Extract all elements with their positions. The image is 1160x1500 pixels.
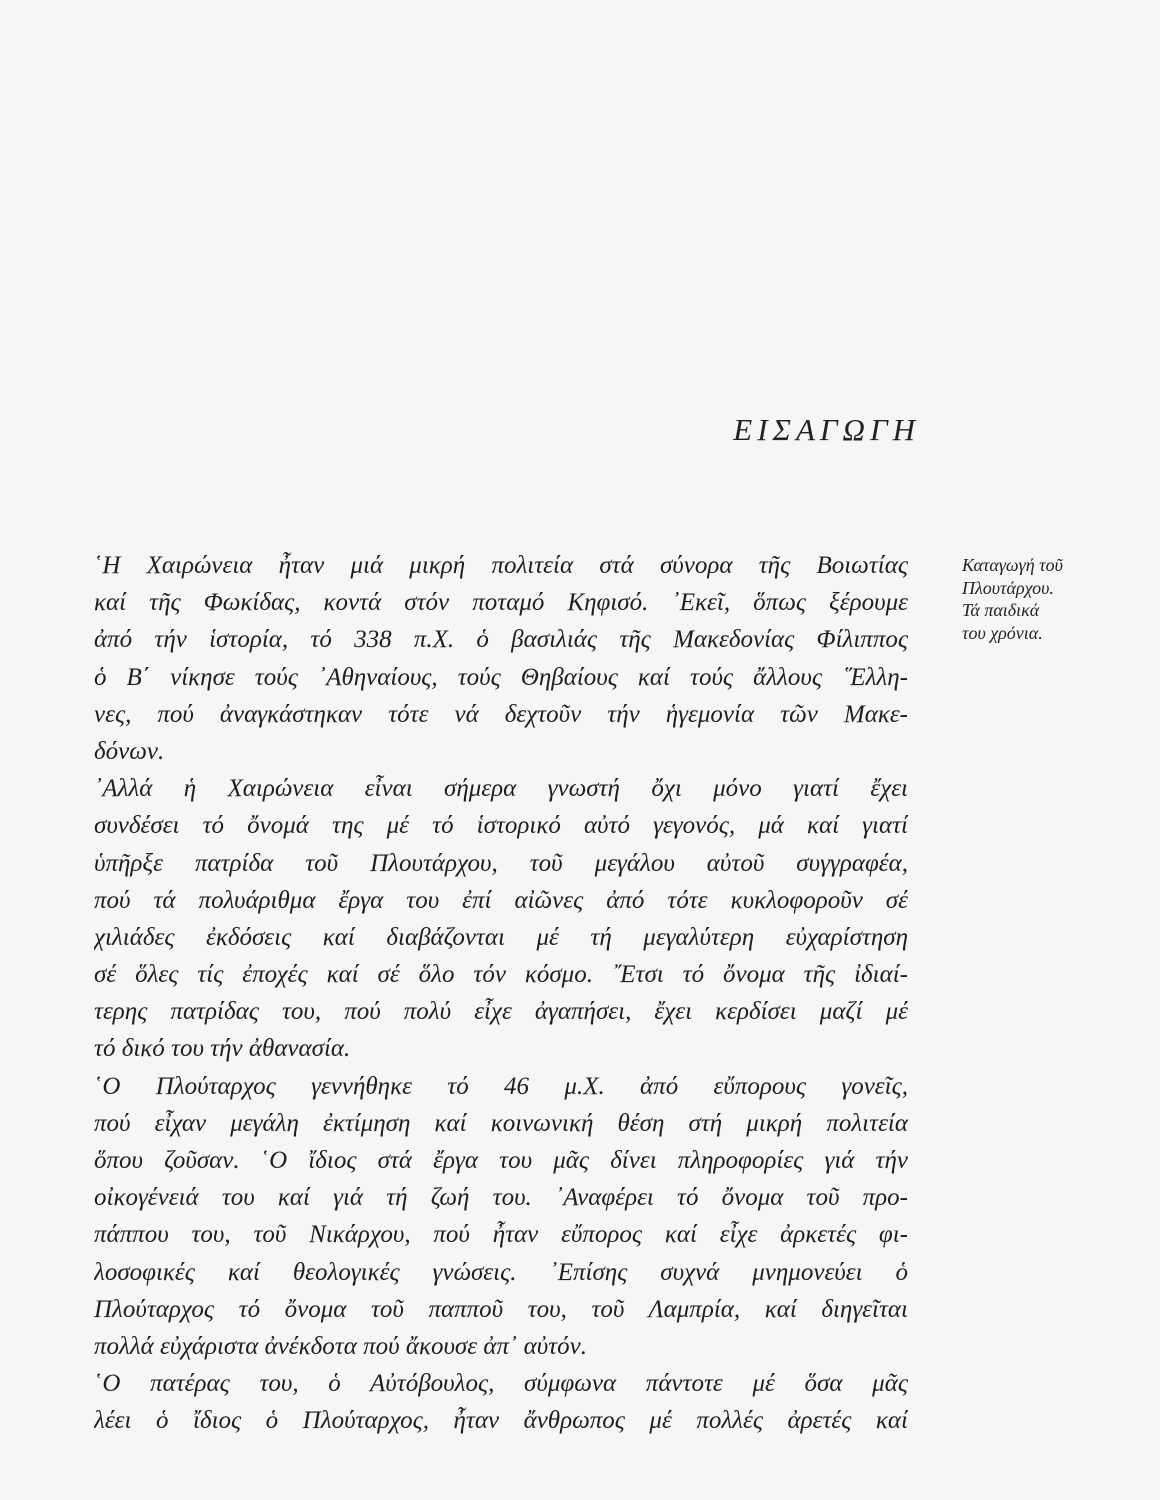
margin-note-line: Πλουτάρχου. [962, 577, 1054, 598]
text-line: λέει ὁ ἴδιος ὁ Πλούταρχος, ἦταν ἄνθρωπος μέ πολλές ἀρετές καί [94, 1407, 908, 1435]
text-line: Πλούταρχος τό ὄνομα τοῦ παπποῦ του, τοῦ Λαμπρία, καί διηγεῖται [94, 1295, 908, 1323]
text-line: συνδέσει τό ὄνομά της μέ τό ἱστορικό αὐτό γεγονός, μά καί γιατί [94, 812, 908, 840]
text-line: νες, πού ἀναγκάστηκαν τότε νά δεχτοῦν τήν ἡγεμονία τῶν Μακε- [94, 700, 908, 728]
margin-note-line: Τά παιδικά [962, 600, 1040, 620]
paragraph [94, 1365, 908, 1439]
text-line: ῾Η Χαιρώνεια ἦταν μιά μικρή πολιτεία στά σύνορα τῆς Βοιωτίας [94, 552, 908, 579]
text-line: πολλά εὐχάριστα ἀνέκδοτα πού ἄκουσε ἀπ᾿ αὐτόν. [94, 1332, 587, 1360]
body-text [94, 547, 908, 1440]
text-line: ὁ Β΄ νίκησε τούς ᾿Αθηναίους, τούς Θηβαίους καί τούς ἄλλους ῞Ελλη- [94, 663, 908, 691]
text-line: ῾Ο πατέρας του, ὁ Αὐτόβουλος, σύμφωνα πάντοτε μέ ὅσα μᾶς [94, 1370, 908, 1398]
text-line: ᾿Αλλά ἡ Χαιρώνεια εἶναι σήμερα γνωστή ὄχι μόνο γιατί ἔχει [94, 775, 908, 803]
chapter-heading: ΕΙΣΑΓΩΓΗ [733, 412, 920, 447]
text-line: πάππου του, τοῦ Νικάρχου, πού ἦταν εὔπορος καί εἶχε ἀρκετές φι- [94, 1221, 908, 1249]
text-line: ὑπῆρξε πατρίδα τοῦ Πλουτάρχου, τοῦ μεγάλου αὐτοῦ συγγραφέα, [94, 849, 908, 877]
margin-note-line: Καταγωγή τοῦ [962, 555, 1063, 575]
margin-note-line: του χρόνια. [962, 622, 1043, 643]
text-line: πού εἶχαν μεγάλη ἐκτίμηση καί κοινωνική θέση στή μικρή πολιτεία [94, 1109, 908, 1137]
text-line: ὅπου ζοῦσαν. ῾Ο ἴδιος στά ἔργα του μᾶς δίνει πληροφορίες γιά τήν [94, 1147, 908, 1174]
text-line: τερης πατρίδας του, πού πολύ εἶχε ἀγαπήσει, ἔχει κερδίσει μαζί μέ [94, 998, 908, 1026]
text-line: καί τῆς Φωκίδας, κοντά στόν ποταμό Κηφισό. ᾿Εκεῖ, ὅπως ξέρουμε [94, 589, 908, 617]
text-line: σέ ὅλες τίς ἐποχές καί σέ ὅλο τόν κόσμο. ῎Ετσι τό ὄνομα τῆς ἰδιαί- [94, 961, 908, 989]
text-line: τό δικό του τήν ἀθανασία. [94, 1035, 351, 1063]
text-line: ἀπό τήν ἱστορία, τό 338 π.Χ. ὁ βασιλιάς τῆς Μακεδονίας Φίλιππος [94, 626, 908, 654]
text-line: πού τά πολυάριθμα ἔργα του ἐπί αἰῶνες ἀπό τότε κυκλοφοροῦν σέ [94, 886, 908, 914]
margin-note [962, 554, 1142, 644]
text-line: δόνων. [94, 737, 165, 765]
text-line: λοσοφικές καί θεολογικές γνώσεις. ᾿Επίσης συχνά μνημονεύει ὁ [94, 1258, 908, 1286]
text-line: ῾Ο Πλούταρχος γεννήθηκε τό 46 μ.Χ. ἀπό εὔπορους γονεῖς, [94, 1072, 908, 1100]
paragraph [94, 547, 908, 770]
text-line: οἰκογένειά του καί γιά τή ζωή του. ᾿Αναφέρει τό ὄνομα τοῦ προ- [94, 1184, 908, 1212]
paragraph [94, 1068, 908, 1366]
paragraph [94, 770, 908, 1068]
text-line: χιλιάδες ἐκδόσεις καί διαβάζονται μέ τή μεγαλύτερη εὐχαρίστηση [94, 923, 908, 951]
